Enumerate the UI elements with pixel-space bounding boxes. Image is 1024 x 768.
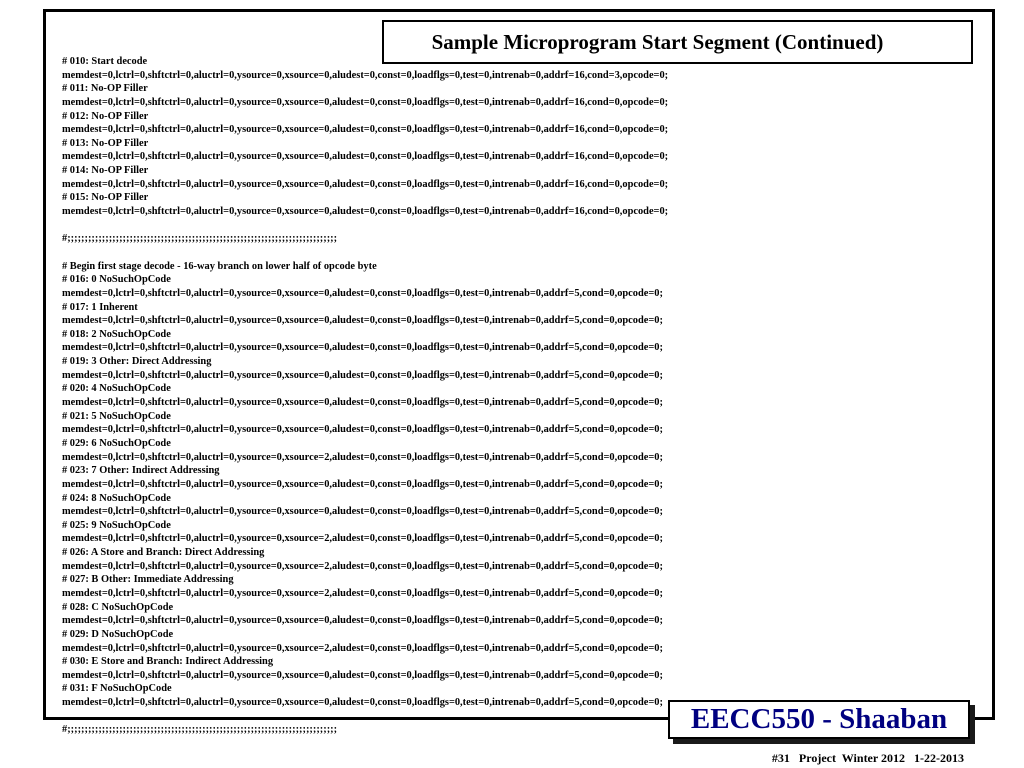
microcode-line: memdest=0,lctrl=0,shftctrl=0,aluctrl=0,ysource=0,xsource=0,aludest=0,const=0,loadflgs=0,test=0,intrenab=0,addrf=5,cond=0,opcode=0; [62,397,663,409]
microcode-line: memdest=0,lctrl=0,shftctrl=0,aluctrl=0,ysource=0,xsource=0,aludest=0,const=0,loadflgs=0,test=0,intrenab=0,addrf=5,cond=0,opcode=0; [62,697,663,709]
microcode-line: memdest=0,lctrl=0,shftctrl=0,aluctrl=0,ysource=0,xsource=2,aludest=0,const=0,loadflgs=0,test=0,intrenab=0,addrf=5,cond=0,opcode=0; [62,642,663,654]
microcode-line: memdest=0,lctrl=0,shftctrl=0,aluctrl=0,ysource=0,xsource=2,aludest=0,const=0,loadflgs=0,test=0,intrenab=0,addrf=5,cond=0,opcode=0; [62,533,663,545]
microcode-line: memdest=0,lctrl=0,shftctrl=0,aluctrl=0,ysource=0,xsource=0,aludest=0,const=0,loadflgs=0,test=0,intrenab=0,addrf=5,cond=0,opcode=0; [62,615,663,627]
comment-line: # 029: 6 NoSuchOpCode [62,437,171,449]
microcode-line: memdest=0,lctrl=0,shftctrl=0,aluctrl=0,ysource=0,xsource=0,aludest=0,const=0,loadflgs=0,test=0,intrenab=0,addrf=5,cond=0,opcode=0; [62,287,663,299]
comment-line: # 031: F NoSuchOpCode [62,683,172,695]
comment-line: # 015: No-OP Filler [62,192,149,204]
comment-line: # Begin first stage decode - 16-way branch on lower half of opcode byte [62,260,377,272]
microcode-line: memdest=0,lctrl=0,shftctrl=0,aluctrl=0,ysource=0,xsource=0,aludest=0,const=0,loadflgs=0,test=0,intrenab=0,addrf=16,cond=0,opcode=0; [62,178,669,190]
comment-line: # 017: 1 Inherent [62,301,138,313]
comment-line: # 027: B Other: Immediate Addressing [62,574,234,586]
comment-line: # 012: No-OP Filler [62,110,149,122]
comment-line: # 020: 4 NoSuchOpCode [62,383,171,395]
microcode-line: memdest=0,lctrl=0,shftctrl=0,aluctrl=0,ysource=0,xsource=0,aludest=0,const=0,loadflgs=0,test=0,intrenab=0,addrf=16,cond=0,opcode=0; [62,96,669,108]
microcode-line: memdest=0,lctrl=0,shftctrl=0,aluctrl=0,ysource=0,xsource=2,aludest=0,const=0,loadflgs=0,test=0,intrenab=0,addrf=5,cond=0,opcode=0; [62,560,663,572]
comment-line: # 014: No-OP Filler [62,165,149,177]
microcode-line: memdest=0,lctrl=0,shftctrl=0,aluctrl=0,ysource=0,xsource=0,aludest=0,const=0,loadflgs=0,test=0,intrenab=0,addrf=5,cond=0,opcode=0; [62,669,663,681]
comment-line: # 021: 5 NoSuchOpCode [62,410,171,422]
course-logo [668,700,976,745]
blank-line [62,710,762,724]
microcode-line: memdest=0,lctrl=0,shftctrl=0,aluctrl=0,ysource=0,xsource=0,aludest=0,const=0,loadflgs=0,test=0,intrenab=0,addrf=16,cond=0,opcode=0; [62,124,669,136]
comment-line: # 029: D NoSuchOpCode [62,628,174,640]
logo-box [668,700,970,739]
microcode-line: memdest=0,lctrl=0,shftctrl=0,aluctrl=0,ysource=0,xsource=2,aludest=0,const=0,loadflgs=0,test=0,intrenab=0,addrf=5,cond=0,opcode=0; [62,587,663,599]
blank-line [62,219,762,233]
comment-line: # 024: 8 NoSuchOpCode [62,492,171,504]
microprogram-listing [62,55,762,737]
comment-line: # 011: No-OP Filler [62,83,148,95]
microcode-line: memdest=0,lctrl=0,shftctrl=0,aluctrl=0,ysource=0,xsource=0,aludest=0,const=0,loadflgs=0,test=0,intrenab=0,addrf=5,cond=0,opcode=0; [62,342,663,354]
comment-line: # 026: A Store and Branch: Direct Addressing [62,547,265,559]
comment-line: #;;;;;;;;;;;;;;;;;;;;;;;;;;;;;;;;;;;;;;;;;;;;;;;;;;;;;;;;;;;;;;;;;;;;;;;;;;;;;; [62,233,338,245]
blank-line [62,246,762,260]
comment-line: # 018: 2 NoSuchOpCode [62,328,171,340]
comment-line: # 030: E Store and Branch: Indirect Addressing [62,656,274,668]
comment-line: # 023: 7 Other: Indirect Addressing [62,465,220,477]
comment-line: #;;;;;;;;;;;;;;;;;;;;;;;;;;;;;;;;;;;;;;;;;;;;;;;;;;;;;;;;;;;;;;;;;;;;;;;;;;;;;; [62,724,338,736]
comment-line: # 016: 0 NoSuchOpCode [62,274,171,286]
microcode-line: memdest=0,lctrl=0,shftctrl=0,aluctrl=0,ysource=0,xsource=0,aludest=0,const=0,loadflgs=0,test=0,intrenab=0,addrf=16,cond=3,opcode=0; [62,69,669,81]
comment-line: # 019: 3 Other: Direct Addressing [62,356,212,368]
microcode-line: memdest=0,lctrl=0,shftctrl=0,aluctrl=0,ysource=0,xsource=0,aludest=0,const=0,loadflgs=0,test=0,intrenab=0,addrf=5,cond=0,opcode=0; [62,424,663,436]
microcode-line: memdest=0,lctrl=0,shftctrl=0,aluctrl=0,ysource=0,xsource=0,aludest=0,const=0,loadflgs=0,test=0,intrenab=0,addrf=16,cond=0,opcode=0; [62,151,669,163]
microcode-line: memdest=0,lctrl=0,shftctrl=0,aluctrl=0,ysource=0,xsource=0,aludest=0,const=0,loadflgs=0,test=0,intrenab=0,addrf=5,cond=0,opcode=0; [62,315,663,327]
slide-title: Sample Microprogram Start Segment (Continued) [431,29,884,54]
microcode-line: memdest=0,lctrl=0,shftctrl=0,aluctrl=0,ysource=0,xsource=0,aludest=0,const=0,loadflgs=0,test=0,intrenab=0,addrf=5,cond=0,opcode=0; [62,478,663,490]
microcode-line: memdest=0,lctrl=0,shftctrl=0,aluctrl=0,ysource=0,xsource=0,aludest=0,const=0,loadflgs=0,test=0,intrenab=0,addrf=16,cond=0,opcode=0; [62,206,669,218]
slide-footer: #31 Project Winter 2012 1-22-2013 [771,751,964,765]
microcode-line: memdest=0,lctrl=0,shftctrl=0,aluctrl=0,ysource=0,xsource=2,aludest=0,const=0,loadflgs=0,test=0,intrenab=0,addrf=5,cond=0,opcode=0; [62,451,663,463]
microcode-line: memdest=0,lctrl=0,shftctrl=0,aluctrl=0,ysource=0,xsource=0,aludest=0,const=0,loadflgs=0,test=0,intrenab=0,addrf=5,cond=0,opcode=0; [62,506,663,518]
comment-line: # 028: C NoSuchOpCode [62,601,174,613]
comment-line: # 010: Start decode [62,56,148,67]
microcode-line: memdest=0,lctrl=0,shftctrl=0,aluctrl=0,ysource=0,xsource=0,aludest=0,const=0,loadflgs=0,test=0,intrenab=0,addrf=5,cond=0,opcode=0; [62,369,663,381]
comment-line: # 013: No-OP Filler [62,137,149,149]
comment-line: # 025: 9 NoSuchOpCode [62,519,171,531]
logo-text: EECC550 - Shaaban [690,703,948,735]
